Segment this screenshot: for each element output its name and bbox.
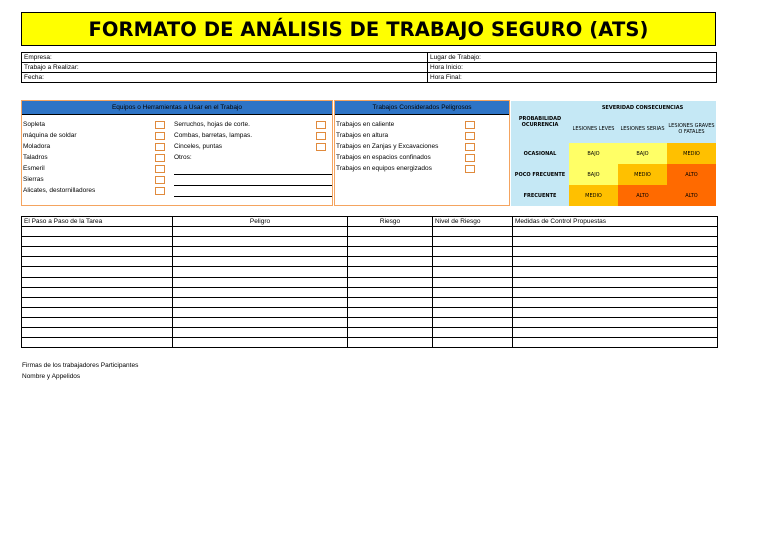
work-checkbox[interactable]	[465, 154, 475, 162]
table-row	[22, 307, 718, 317]
tools-col1	[23, 119, 95, 196]
work-label: Trabajos en espacios confinados	[336, 154, 431, 161]
tool-label: Sierras	[23, 176, 44, 183]
table-cell[interactable]	[22, 277, 173, 287]
tool-checkbox[interactable]	[316, 143, 326, 151]
risk-matrix	[511, 101, 716, 206]
tool-checkbox[interactable]	[316, 132, 326, 140]
otros-line	[174, 185, 332, 186]
table-cell[interactable]	[513, 307, 718, 317]
table-cell[interactable]	[173, 257, 348, 267]
table-cell[interactable]	[348, 297, 433, 307]
table-row	[22, 237, 718, 247]
form-title-bar	[21, 12, 716, 46]
table-cell[interactable]	[348, 237, 433, 247]
table-cell[interactable]	[22, 267, 173, 277]
table-cell[interactable]	[513, 237, 718, 247]
analysis-header-row	[22, 217, 718, 227]
prob-row: OCASIONAL	[511, 143, 569, 164]
risk-cell: ALTO	[618, 185, 667, 206]
otros-line	[174, 196, 332, 197]
tools-box	[21, 100, 333, 206]
table-cell[interactable]	[348, 257, 433, 267]
table-cell[interactable]	[433, 287, 513, 297]
table-cell[interactable]	[433, 257, 513, 267]
table-cell[interactable]	[173, 287, 348, 297]
work-checkbox[interactable]	[465, 121, 475, 129]
prob-row: FRECUENTE	[511, 185, 569, 206]
sev-col: LESIONES LEVES	[569, 115, 618, 143]
table-cell[interactable]	[173, 338, 348, 348]
work-checkbox[interactable]	[465, 143, 475, 151]
table-row	[22, 227, 718, 237]
col-header: Nivel de Riesgo	[433, 217, 513, 227]
table-cell[interactable]	[513, 277, 718, 287]
lugar-field[interactable]: Lugar de Trabajo:	[428, 53, 717, 63]
col-header: Medidas de Control Propuestas	[513, 217, 718, 227]
sev-col: LESIONES GRAVES O FATALES	[667, 115, 716, 143]
table-cell[interactable]	[22, 237, 173, 247]
names-label: Nombre y Appelidos	[22, 373, 81, 380]
table-cell[interactable]	[22, 247, 173, 257]
form-title: FORMATO DE ANÁLISIS DE TRABAJO SEGURO (ATS)	[88, 17, 649, 41]
table-cell[interactable]	[433, 227, 513, 237]
table-cell[interactable]	[433, 237, 513, 247]
tool-label: Alicates, destornilladores	[23, 187, 96, 194]
table-cell[interactable]	[513, 227, 718, 237]
work-label: Trabajos en caliente	[336, 121, 395, 128]
table-cell[interactable]	[348, 267, 433, 277]
risk-cell: MEDIO	[618, 164, 667, 185]
table-cell[interactable]	[348, 277, 433, 287]
col-header: Riesgo	[348, 217, 433, 227]
dangerous-work-box	[334, 100, 510, 206]
empresa-field[interactable]: Empresa:	[22, 53, 428, 63]
table-cell[interactable]	[348, 307, 433, 317]
risk-cell: MEDIO	[569, 185, 618, 206]
tool-checkbox[interactable]	[155, 132, 165, 140]
table-cell[interactable]	[348, 328, 433, 338]
table-cell[interactable]	[22, 338, 173, 348]
tool-checkbox[interactable]	[316, 121, 326, 129]
table-cell[interactable]	[433, 277, 513, 287]
table-cell[interactable]	[513, 317, 718, 327]
table-row	[22, 257, 718, 267]
col-header: El Paso a Paso de la Tarea	[22, 217, 173, 227]
table-cell[interactable]	[513, 287, 718, 297]
trabajo-field[interactable]: Trabajo a Realizar:	[22, 63, 428, 73]
table-cell[interactable]	[433, 317, 513, 327]
table-cell[interactable]	[433, 267, 513, 277]
table-cell[interactable]	[348, 247, 433, 257]
table-cell[interactable]	[22, 317, 173, 327]
tool-label: Moladora	[23, 143, 51, 150]
tool-label: Esmeril	[23, 165, 45, 172]
table-row	[22, 297, 718, 307]
tool-label: máquina de soldar	[23, 132, 77, 139]
signatures-label: Firmas de los trabajadores Participantes	[22, 362, 139, 369]
prob-header: PROBABILIDAD OCURRENCIA	[511, 101, 569, 143]
table-cell[interactable]	[22, 257, 173, 267]
table-row	[22, 267, 718, 277]
tool-label: Combas, barretas, lampas.	[174, 132, 253, 139]
risk-cell: ALTO	[667, 164, 716, 185]
tool-label: Sopleta	[23, 121, 46, 128]
hora-final-field[interactable]: Hora Final:	[428, 73, 717, 83]
tool-checkbox[interactable]	[155, 143, 165, 151]
analysis-table	[21, 216, 718, 348]
info-table	[21, 52, 717, 83]
table-cell[interactable]	[173, 297, 348, 307]
sev-col: LESIONES SERIAS	[618, 115, 667, 143]
risk-cell: MEDIO	[667, 143, 716, 164]
table-cell[interactable]	[173, 247, 348, 257]
table-row	[22, 317, 718, 327]
work-items	[336, 119, 438, 174]
table-cell[interactable]	[433, 297, 513, 307]
tool-label: Otros:	[174, 154, 192, 161]
risk-cell: BAJO	[618, 143, 667, 164]
tools-col2	[174, 119, 252, 163]
table-cell[interactable]	[513, 247, 718, 257]
table-cell[interactable]	[433, 328, 513, 338]
table-cell[interactable]	[173, 307, 348, 317]
table-cell[interactable]	[22, 297, 173, 307]
table-cell[interactable]	[173, 267, 348, 277]
hora-inicio-field[interactable]: Hora Inicio:	[428, 63, 717, 73]
table-cell[interactable]	[22, 328, 173, 338]
work-header: Trabajos Considerados Peligrosos	[335, 101, 509, 115]
table-cell[interactable]	[348, 338, 433, 348]
tool-label: Cinceles, puntas	[174, 143, 223, 150]
table-cell[interactable]	[513, 328, 718, 338]
table-cell[interactable]	[173, 227, 348, 237]
table-cell[interactable]	[22, 307, 173, 317]
tool-checkbox[interactable]	[155, 176, 165, 184]
otros-line	[174, 174, 332, 175]
tool-checkbox[interactable]	[155, 154, 165, 162]
col-header: Peligro	[173, 217, 348, 227]
table-cell[interactable]	[173, 237, 348, 247]
table-cell[interactable]	[513, 338, 718, 348]
table-row	[22, 277, 718, 287]
table-cell[interactable]	[513, 257, 718, 267]
work-checkbox[interactable]	[465, 165, 475, 173]
table-cell[interactable]	[22, 227, 173, 237]
table-cell[interactable]	[348, 317, 433, 327]
table-cell[interactable]	[173, 277, 348, 287]
table-cell[interactable]	[513, 297, 718, 307]
sev-header: SEVERIDAD CONSECUENCIAS	[569, 101, 716, 115]
table-cell[interactable]	[433, 247, 513, 257]
table-row	[22, 287, 718, 297]
table-cell[interactable]	[433, 307, 513, 317]
tool-label: Taladros	[23, 154, 48, 161]
risk-cell: BAJO	[569, 164, 618, 185]
work-label: Trabajos en altura	[336, 132, 389, 139]
fecha-field[interactable]: Fecha:	[22, 73, 428, 83]
table-row	[22, 338, 718, 348]
table-cell[interactable]	[348, 287, 433, 297]
table-cell[interactable]	[433, 338, 513, 348]
table-cell[interactable]	[22, 287, 173, 297]
table-cell[interactable]	[348, 227, 433, 237]
table-cell[interactable]	[173, 328, 348, 338]
table-row	[22, 328, 718, 338]
tool-checkbox[interactable]	[155, 187, 165, 195]
risk-cell: ALTO	[667, 185, 716, 206]
work-label: Trabajos en Zanjas y Excavaciones	[336, 143, 439, 150]
prob-row: POCO FRECUENTE	[511, 164, 569, 185]
risk-cell: BAJO	[569, 143, 618, 164]
tool-checkbox[interactable]	[155, 121, 165, 129]
tool-label: Serruchos, hojas de corte.	[174, 121, 250, 128]
tools-header: Equipos o Herramientas a Usar en el Trabajo	[22, 101, 332, 115]
tool-checkbox[interactable]	[155, 165, 165, 173]
table-cell[interactable]	[173, 317, 348, 327]
table-row	[22, 247, 718, 257]
work-label: Trabajos en equipos energizados	[336, 165, 432, 172]
work-checkbox[interactable]	[465, 132, 475, 140]
table-cell[interactable]	[513, 267, 718, 277]
